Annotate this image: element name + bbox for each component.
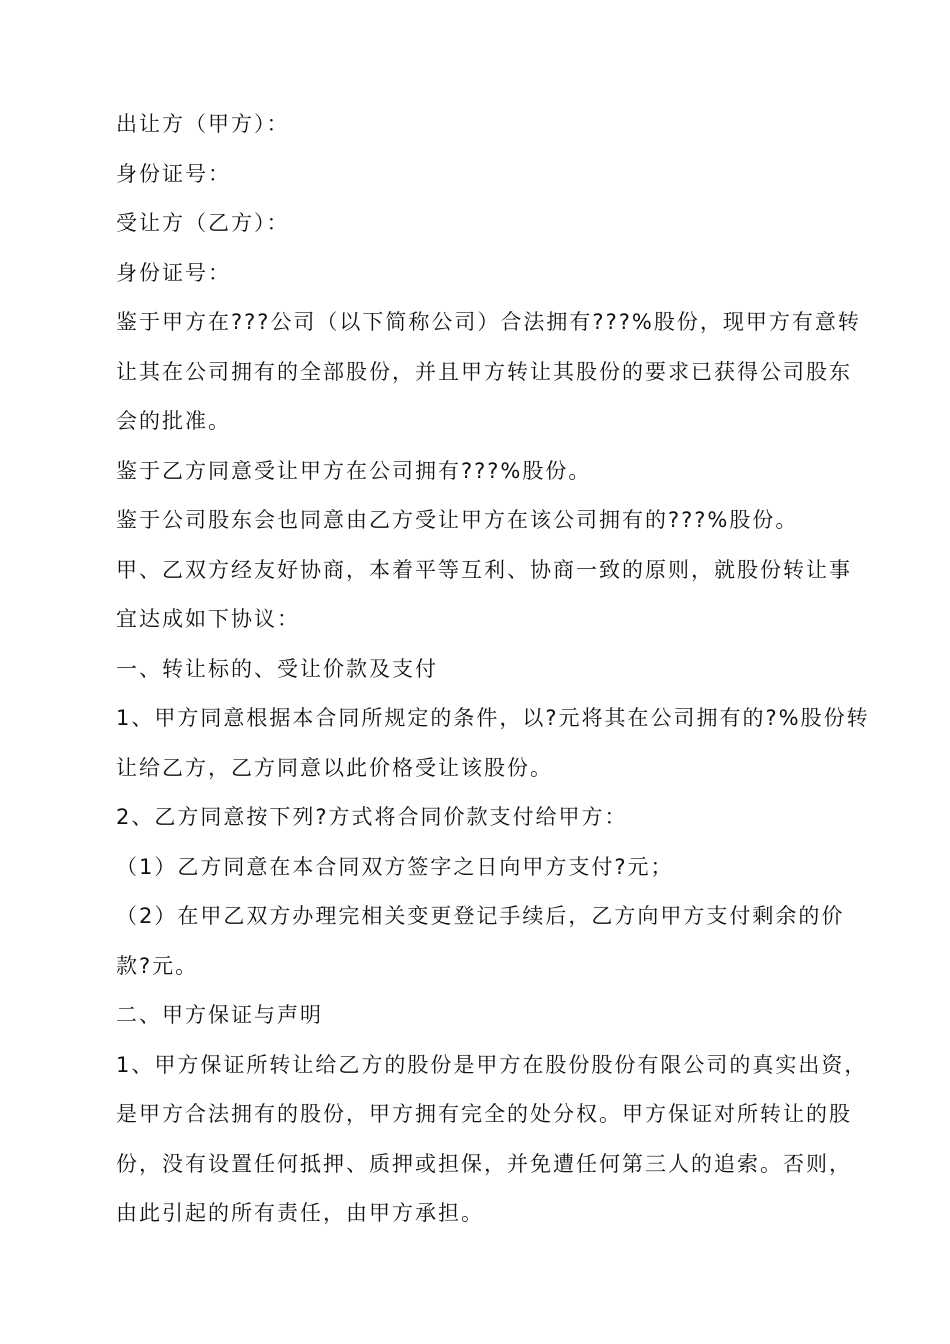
clause-1-2-item-1: （1）乙方同意在本合同双方签字之日向甲方支付?元； [116,854,674,879]
recital-3: 鉴于公司股东会也同意由乙方受让甲方在该公司拥有的???%股份。 [116,508,799,532]
clause-1-1-line-1: 1、甲方同意根据本合同所规定的条件，以?元将其在公司拥有的?%股份转 [116,706,870,730]
section-1-heading: 一、转让标的、受让价款及支付 [116,656,438,681]
document-body [116,100,870,1239]
transferor-id-line: 身份证号： [116,161,231,186]
agreement-intro-line-2: 宜达成如下协议： [116,607,300,631]
clause-2-1-line-2: 是甲方合法拥有的股份，甲方拥有完全的处分权。甲方保证对所转让的股 [116,1102,852,1126]
transferee-party-line: 受让方（乙方）： [116,211,290,235]
clause-1-2-item-2-line-1: （2）在甲乙双方办理完相关变更登记手续后，乙方向甲方支付剩余的价 [116,904,845,928]
transferor-party-line: 出让方（甲方）： [116,112,290,136]
transferee-id-line: 身份证号： [116,260,231,285]
clause-1-1-line-2: 让给乙方，乙方同意以此价格受让该股份。 [116,755,553,780]
clause-1-2: 2、乙方同意按下列?方式将合同价款支付给甲方： [116,805,628,829]
clause-2-1-line-4: 由此引起的所有责任，由甲方承担。 [116,1201,484,1225]
recital-1-line-3: 会的批准。 [116,409,231,433]
clause-2-1-line-1: 1、甲方保证所转让给乙方的股份是甲方在股份股份有限公司的真实出资， [116,1052,868,1077]
agreement-intro-line-1: 甲、乙双方经友好协商，本着平等互利、协商一致的原则，就股份转让事 [116,557,852,582]
section-2-heading: 二、甲方保证与声明 [116,1003,323,1027]
clause-1-2-item-2-line-2: 款?元。 [116,953,199,978]
recital-1-line-2: 让其在公司拥有的全部股份，并且甲方转让其股份的要求已获得公司股东 [116,359,852,384]
recital-1-line-1: 鉴于甲方在???公司（以下简称公司）合法拥有???%股份，现甲方有意转 [116,310,861,334]
recital-2: 鉴于乙方同意受让甲方在公司拥有???%股份。 [116,458,592,483]
clause-2-1-line-3: 份，没有设置任何抵押、质押或担保，并免遭任何第三人的追索。否则， [116,1151,852,1176]
